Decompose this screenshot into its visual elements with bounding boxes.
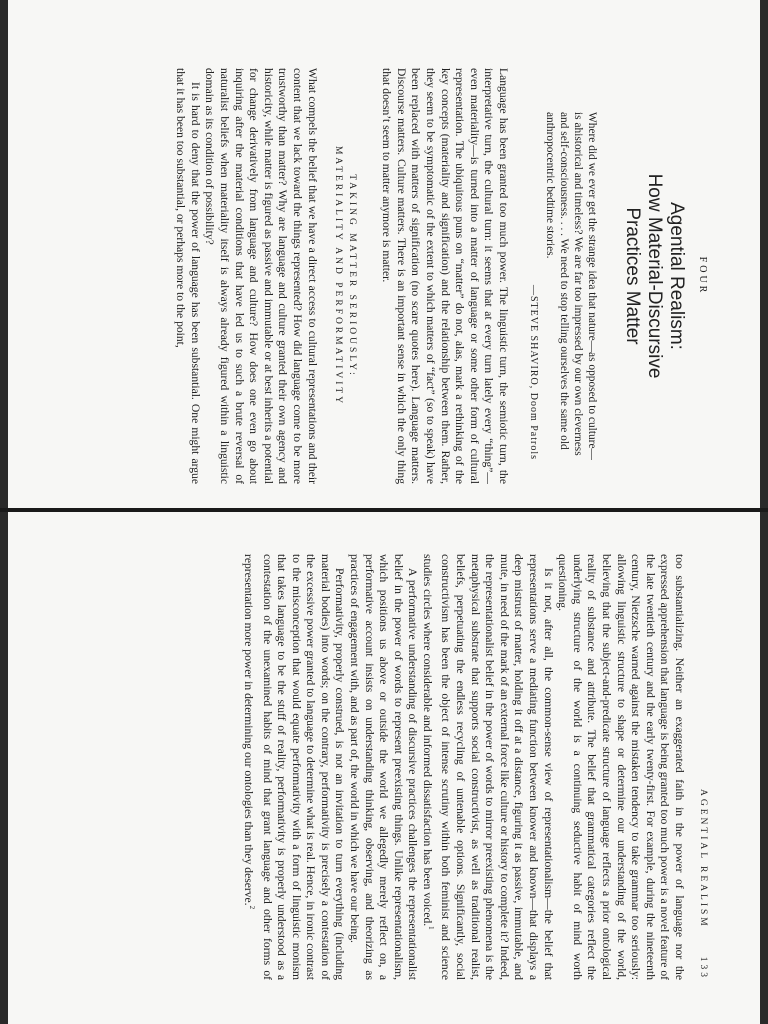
body-paragraph: Language has been granted too much power. The linguistic turn, the semiotic turn, the interpretative turn, the cultural turn: it seems that at every turn lately every “thing”—even materiality—is turned into a matter of language or some other form of cultural representation. The ubiquitous puns on “matter” do not, alas, mark a rethinking of the key concepts (materiality and signification) and the relationship between them. Rather, they seem to be symptomatic of the extent to which matters of “fact” (so to speak) have been replaced with matters of signification (no scare quotes here). Language matters. Discourse matters. Culture matters. There is an important sense in which the only thing that doesn’t seem to matter anymore is matter. <box>380 68 510 484</box>
running-head-title: AGENTIAL REALISM <box>698 789 708 929</box>
running-head <box>698 554 708 980</box>
body-paragraph <box>419 554 554 980</box>
right-page <box>0 512 768 1024</box>
epigraph-attribution: —STEVE SHAVIRO, Doom Patrols <box>528 284 539 460</box>
body-paragraph: It is hard to deny that the power of language has been substantial. One might argue that it has been too substantial, or perhaps more to the point, <box>174 68 202 484</box>
footnote-marker: 1 <box>426 926 435 930</box>
page-number: 133 <box>698 956 708 980</box>
paragraph-text: Performativity, properly construed, is not an invitation to turn everything (including material bodies) into words; on the contrary, performativity is precisely a contestation of the excessive power granted to language to determine what is real. Hence, in ironic contrast to the misconception that would equate performativity with a form of linguistic monism that takes language to be the stuff of reality, performativity is properly understood as a contestation of the unexamined habits of mind that grant language and other forms of representation more power in determining our ontologies than they deserve. <box>242 554 347 980</box>
body-paragraph: A performative understanding of discursive practices challenges the representationalist belief in the power of words to represent preexisting things. Unlike representationalism, which positions us above or outside the world we allegedly merely reflect on, a performative account insists on understanding thinking, observing, and theorizing as practices of engagement with, and as part of, the world in which we have our being. <box>348 554 420 980</box>
body-paragraph: too substantializing. Neither an exaggerated faith in the power of language nor the expressed apprehension that language is being granted too much power is a novel feature of the late twentieth century and the early twenty-first. For example, during the nineteenth century, Nietzsche warned against the mistaken tendency to take grammar too seriously: allowing linguistic structure to shape or determine our understanding of the world, believing that the subject-and-predicate structure of language reflects a prior ontological reality of substance and attribute. The belief that grammatical categories reflect the underlying structure of the world is a continuing seductive habit of mind worth questioning. <box>556 554 686 980</box>
chapter-title <box>621 68 687 484</box>
body-paragraph <box>240 554 346 980</box>
section-heading-line-2: MATERIALITY AND PERFORMATIVITY <box>332 145 343 407</box>
paragraph-text: Is it not, after all, the common-sense view of representationalism—the belief that representations serve a mediating function between knower and known—that displays a deep mistrust of matter, holding it off at a distance, figuring it as passive, immutable, and mute, in need of the mark of an external force like culture or history to complete it? Indeed, the representationalist belief in the power of words to mirror preexisting phenomena is the metaphysical substrate that supports social constructivist, as well as traditional realist, beliefs, perpetuating the endless recycling of untenable options. Significantly, social constructivism has been the object of intense scrutiny within both feminist and science studies circles where considerable and informed dissatisfaction has been voiced. <box>421 554 555 980</box>
body-paragraph: What compels the belief that we have a direct access to cultural representations and their content that we lack toward the things represented? How did language come to be more trustworthy than matter? Why are language and culture granted their own agency and historicity, while matter is figured as passive and immutable or at best inherits a potential for change derivatively from language and culture? How does one even go about inquiring after the material conditions that have led us to such a brute reversal of naturalist beliefs when materiality itself is always already figured within a linguistic domain as its condition of possibility? <box>203 68 319 484</box>
section-heading <box>331 68 359 484</box>
chapter-title-line-2: How Material-Discursive <box>644 173 665 379</box>
footnote-marker: 2 <box>247 905 256 910</box>
epigraph: Where did we ever get the strange idea that nature—as opposed to culture—is ahistorical and timeless? We are far too impressed by our own cleverness and self-consciousness. . . . We need to stop telling ourselves the same old anthropocentric bedtime stories. <box>544 112 598 460</box>
section-heading-line-1: TAKING MATTER SERIOUSLY: <box>346 174 357 378</box>
chapter-label: FOUR <box>697 256 708 296</box>
chapter-title-line-1: Agential Realism: <box>666 202 687 350</box>
chapter-title-line-3: Practices Matter <box>622 207 643 345</box>
